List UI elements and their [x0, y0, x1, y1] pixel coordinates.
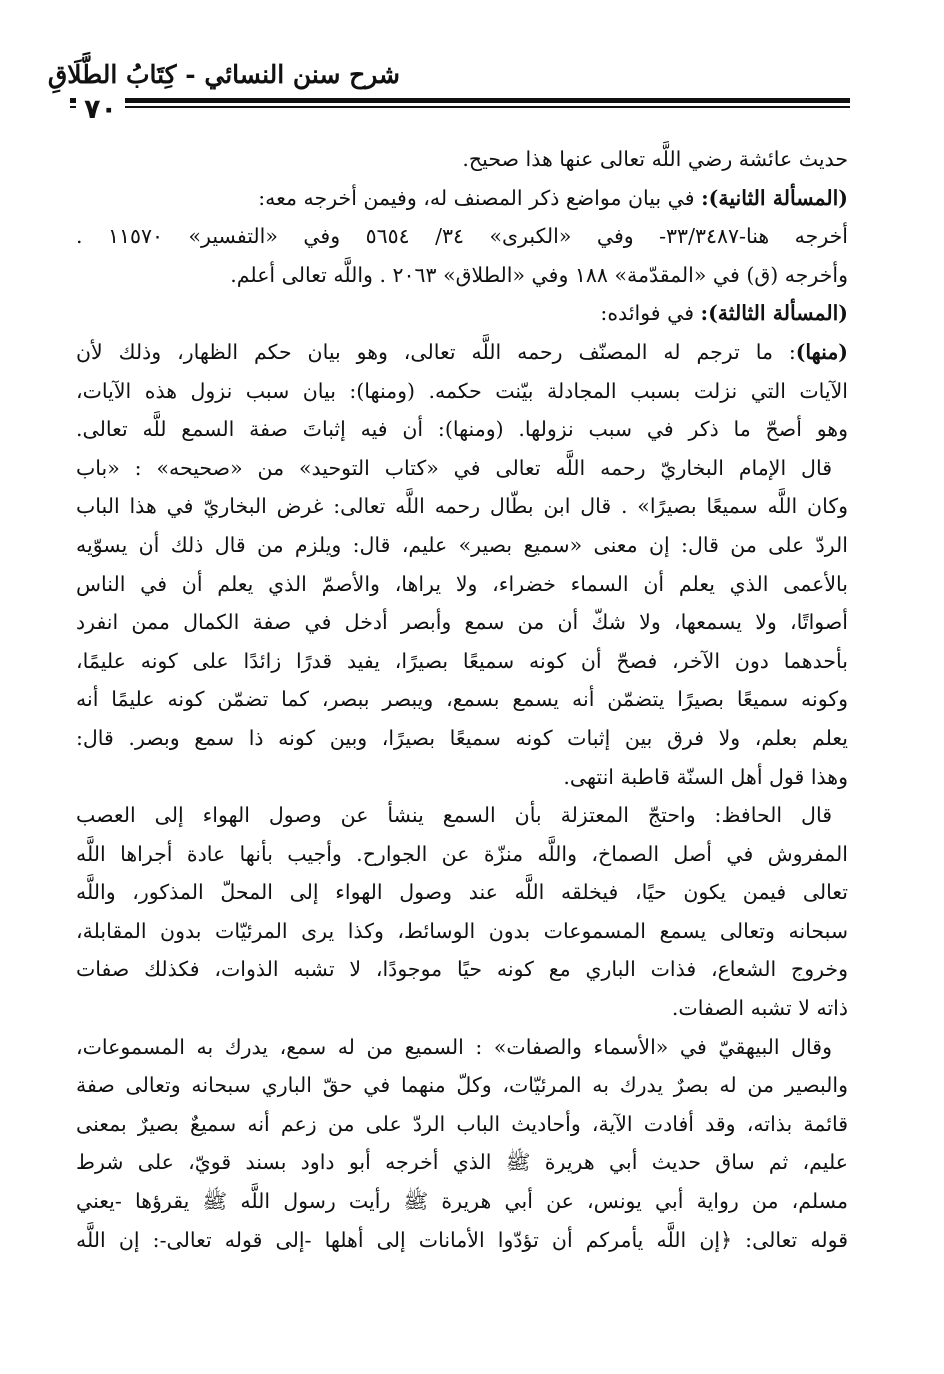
- line-text: وكان اللَّه سميعًا بصيرًا» . قال ابن بطّال رحمه اللَّه تعالى: غرض البخاريّ في هذا الباب: [76, 494, 848, 519]
- page-number: ٧٠: [76, 92, 125, 127]
- line-text: عليم، ثم ساق حديث أبي هريرة ﷺ الذي أخرجه أبو داود بسند قويّ، على شرط: [76, 1150, 848, 1175]
- text-line: [76, 179, 848, 218]
- line-text: تعالى فيمن يكون حيًا، فيخلقه اللَّه عند وصول الهواء إلى المحلّ المذكور، واللَّه: [76, 880, 848, 905]
- line-text: والبصير من له بصرٌ يدرك به المرئيّات، وكلّ منهما في حقّ الباري سبحانه وتعالى صفة: [76, 1073, 848, 1098]
- line-text: أخرجه هنا-٣٣/٣٤٨٧- وفي «الكبرى» ٣٤/ ٥٦٥٤ وفي «التفسير» ١١٥٧٠ .: [76, 224, 848, 249]
- line-text: ذاته لا تشبه الصفات.: [671, 996, 848, 1021]
- text-line: [76, 294, 848, 333]
- header-rule-thick: [70, 98, 850, 103]
- text-line: [76, 1182, 848, 1221]
- line-text: وقال البيهقيّ في «الأسماء والصفات» : السميع من له سمع، يدرك به المسموعات،: [76, 1034, 832, 1059]
- line-text: وهو أصحّ ما ذكر في سبب نزولها. (ومنها): أن فيه إثباتَ صفة السمع للَّه تعالى.: [76, 417, 848, 442]
- text-line: [76, 526, 848, 565]
- line-text: بالأعمى الذي يعلم أن السماء خضراء، ولا يراها، والأصمّ الذي يعلم أن في الناس: [76, 571, 848, 596]
- line-text: قائمة بذاته، وقد أفادت الآية، وأحاديث الباب الردّ على من زعم أنه سميعٌ بصيرٌ بمعنى: [76, 1111, 848, 1136]
- line-text: وأخرجه (ق) في «المقدّمة» ١٨٨ وفي «الطلاق» ٢٠٦٣ . واللَّه تعالى أعلم.: [230, 262, 848, 287]
- text-line: [76, 217, 848, 256]
- bold-heading: (المسألة الثانية):: [701, 185, 848, 210]
- text-line: [76, 912, 848, 951]
- text-line: [76, 1105, 848, 1144]
- page-header: [47, 50, 850, 130]
- text-line: [76, 333, 848, 372]
- text-line: [76, 796, 848, 835]
- text-line: [76, 603, 848, 642]
- text-line: [76, 256, 848, 295]
- line-text: حديث عائشة رضي اللَّه تعالى عنها هذا صحيح.: [462, 147, 848, 171]
- line-text: قال الحافظ: واحتجّ المعتزلة بأن السمع ينشأ عن وصول الهواء إلى العصب: [76, 803, 832, 828]
- text-line: [76, 1143, 848, 1182]
- text-line: [76, 719, 848, 758]
- line-text: المفروش في أصل الصماخ، واللَّه منزّة عن الجوارح. وأجيب بأنها عادة أجراها اللَّه: [76, 841, 848, 866]
- body-text: [76, 140, 848, 1259]
- line-text: يعلم بعلم، ولا فرق بين إثبات كونه سميعًا بصيرًا، وبين كونه ذا سمع وبصر. قال:: [76, 725, 848, 750]
- text-line: [76, 950, 848, 989]
- text-line: [76, 1221, 848, 1260]
- line-text: مسلم، من رواية أبي يونس، عن أبي هريرة ﷺ رأيت رسول اللَّه ﷺ يقرؤها -يعني: [76, 1189, 848, 1214]
- text-line: [76, 642, 848, 681]
- line-text: وخروج الشعاع، فذات الباري مع كونه حيًا موجودًا، لا تشبه الذوات، فكذلك صفات: [76, 957, 848, 982]
- line-text: وهذا قول أهل السنّة قاطبة انتهى.: [563, 764, 848, 789]
- text-line: [76, 989, 848, 1028]
- line-text: أصواتًا، ولا يسمعها، ولا شكّ أن من سمع وأبصر أدخل في صفة الكمال ممن انفرد: [76, 610, 848, 635]
- text-line: [76, 758, 848, 797]
- text-line: [76, 372, 848, 411]
- line-text: الآيات التي نزلت بسبب المجادلة بيّنت حكمه. (ومنها): بيان سبب نزول هذه الآيات،: [76, 378, 848, 403]
- bold-heading: (المسألة الثالثة):: [700, 301, 848, 326]
- text-line: [76, 487, 848, 526]
- text-line: [76, 835, 848, 874]
- running-title: شرح سنن النسائي - كِتَابُ الطَّلَاقِ: [47, 60, 400, 89]
- header-rule-thin: [70, 106, 850, 108]
- bold-heading: (منها): [795, 339, 848, 364]
- text-line: [76, 1066, 848, 1105]
- line-text: وكونه سميعًا بصيرًا يتضمّن أنه يسمع بسمع، ويبصر ببصر، كما تضمّن كونه عليمًا أنه: [76, 687, 848, 712]
- line-text: في بيان مواضع ذكر المصنف له، وفيمن أخرجه معه:: [258, 185, 702, 210]
- line-text: قال الإمام البخاريّ رحمه اللَّه تعالى في «كتاب التوحيد» من «صحيحه» : «باب: [76, 455, 832, 480]
- line-text: بأحدهما دون الآخر، فصحّ أن كونه سميعًا بصيرًا، يفيد قدرًا زائدًا على كونه عليمًا،: [76, 648, 848, 673]
- text-line: [76, 449, 848, 488]
- text-line: [76, 140, 848, 179]
- text-line: [76, 1028, 848, 1067]
- text-line: [76, 410, 848, 449]
- line-text: : ما ترجم له المصنّف رحمه اللَّه تعالى، وهو بيان حكم الظهار، وذلك لأن: [76, 339, 796, 364]
- line-text: الردّ على من قال: إن معنى «سميع بصير» عليم، قال: ويلزم من قال ذلك أن يسوّيه: [76, 532, 848, 557]
- line-text: قوله تعالى: ﴿إن اللَّه يأمركم أن تؤدّوا الأمانات إلى أهلها -إلى قوله تعالى-: إن اللَّه: [76, 1227, 848, 1252]
- text-line: [76, 565, 848, 604]
- line-text: في فوائده:: [600, 301, 701, 326]
- text-line: [76, 873, 848, 912]
- text-line: [76, 680, 848, 719]
- line-text: سبحانه وتعالى يسمع المسموعات بدون الوسائط، وكذا يرى المرئيّات بدون المقابلة،: [76, 918, 848, 943]
